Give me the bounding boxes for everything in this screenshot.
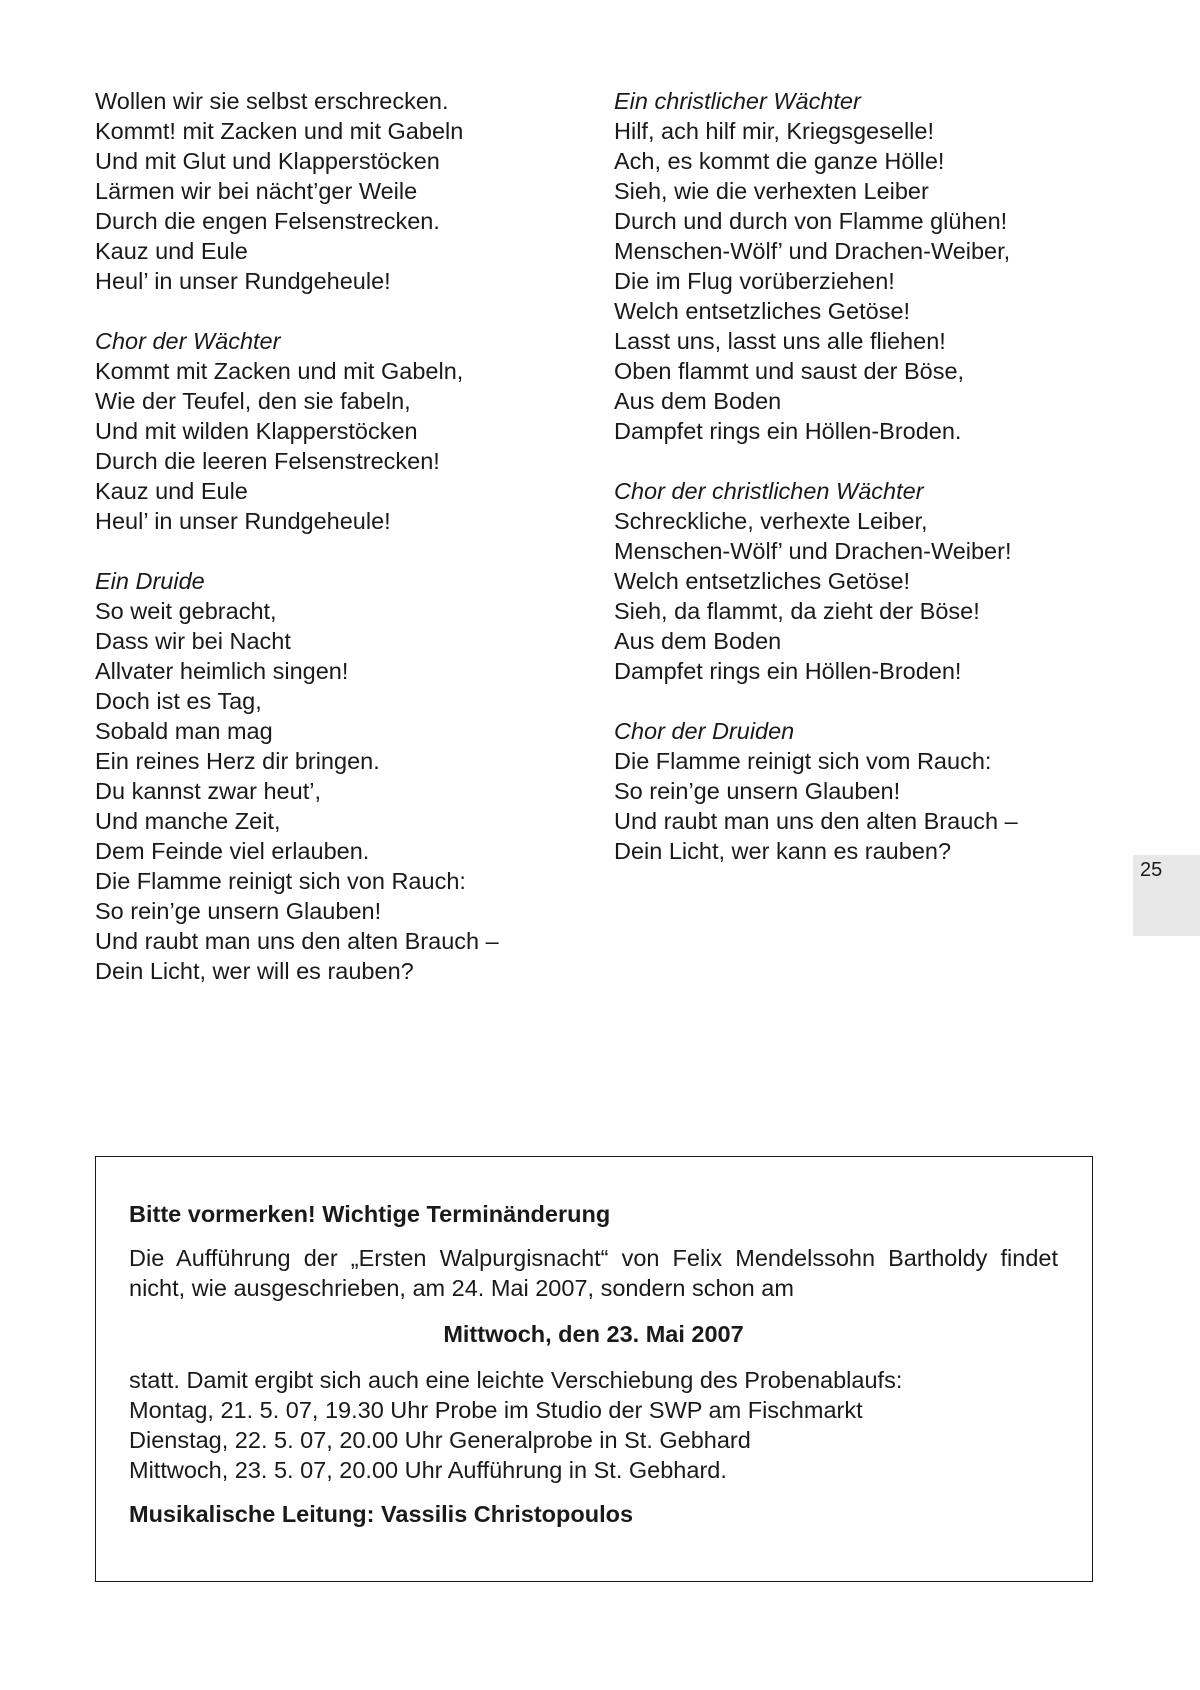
stanza-ein-druide [95,566,555,986]
verse-line: Lasst uns, lasst uns alle fliehen! [614,328,946,354]
speaker-label: Ein christlicher Wächter [614,88,861,114]
verse-line: Du kannst zwar heut’, [95,778,321,804]
verse-line: Wollen wir sie selbst erschrecken. [95,88,449,114]
verse-line: Ein reines Herz dir bringen. [95,748,380,774]
verse-line: Dass wir bei Nacht [95,628,291,654]
verse-line: Und raubt man uns den alten Brauch – [614,808,1018,834]
stanza-chor-der-waechter [95,326,555,536]
verse-line: Und mit Glut und Klapperstöcken [95,148,440,174]
notice-schedule [129,1365,1058,1485]
page-number: 25 [1140,859,1163,881]
speaker-label: Chor der Druiden [614,718,795,744]
verse-line: Kommt mit Zacken und mit Gabeln, [95,358,464,384]
verse-line: Ach, es kommt die ganze Hölle! [614,148,945,174]
notice-box [95,1156,1093,1582]
verse-line: Doch ist es Tag, [95,688,262,714]
verse-line: Wie der Teufel, den sie fabeln, [95,388,411,414]
verse-line: Die Flamme reinigt sich von Rauch: [95,868,466,894]
schedule-line: Mittwoch, 23. 5. 07, 20.00 Uhr Aufführung in St. Gebhard. [129,1457,727,1483]
verse-line: Kauz und Eule [95,478,248,504]
verse-line: Dampfet rings ein Höllen-Broden. [614,418,962,444]
verse-line: Und mit wilden Klapperstöcken [95,418,418,444]
right-column [614,86,1114,896]
notice-heading: Bitte vormerken! Wichtige Terminänderung [129,1201,611,1227]
verse-line: So weit gebracht, [95,598,277,624]
notice-footer: Musikalische Leitung: Vassilis Christopoulos [129,1501,634,1527]
verse-line: Sobald man mag [95,718,273,744]
verse-line: Lärmen wir bei nächt’ger Weile [95,178,418,204]
verse-line: So rein’ge unsern Glauben! [95,898,382,924]
verse-line: Schreckliche, verhexte Leiber, [614,508,928,534]
verse-line: Die im Flug vorüberziehen! [614,268,895,294]
notice-date: Mittwoch, den 23. Mai 2007 [443,1321,744,1347]
verse-line: Heul’ in unser Rundgeheule! [95,268,391,294]
verse-line: Dein Licht, wer will es rauben? [95,958,414,984]
verse-line: So rein’ge unsern Glauben! [614,778,901,804]
stanza-chor-der-christlichen-waechter [614,476,1114,686]
verse-line: Allvater heimlich singen! [95,658,349,684]
stanza-christlicher-waechter [614,86,1114,446]
verse-line: Welch entsetzliches Getöse! [614,298,911,324]
verse-line: Kauz und Eule [95,238,248,264]
verse-line: Und raubt man uns den alten Brauch – [95,928,499,954]
verse-line: Aus dem Boden [614,388,782,414]
verse-line: Sieh, wie die verhexten Leiber [614,178,929,204]
schedule-line: statt. Damit ergibt sich auch eine leichte Verschiebung des Probenablaufs: [129,1367,903,1393]
notice-paragraph: Die Aufführung der „Ersten Walpurgisnacht“ von Felix Mendelssohn Bartholdy findet nicht, wie ausgeschrieben, am 24. Mai 2007, sondern schon am [129,1245,1058,1301]
schedule-line: Montag, 21. 5. 07, 19.30 Uhr Probe im Studio der SWP am Fischmarkt [129,1397,863,1423]
verse-line: Hilf, ach hilf mir, Kriegsgeselle! [614,118,934,144]
verse-line: Aus dem Boden [614,628,782,654]
stanza-opening [95,86,555,296]
verse-line: Menschen-Wölf’ und Drachen-Weiber! [614,538,1012,564]
verse-line: Durch die engen Felsenstrecken. [95,208,440,234]
verse-line: Sieh, da flammt, da zieht der Böse! [614,598,980,624]
left-column [95,86,555,1016]
verse-line: Die Flamme reinigt sich vom Rauch: [614,748,992,774]
verse-line: Und manche Zeit, [95,808,281,834]
verse-line: Kommt! mit Zacken und mit Gabeln [95,118,464,144]
verse-line: Heul’ in unser Rundgeheule! [95,508,391,534]
verse-line: Dein Licht, wer kann es rauben? [614,838,952,864]
verse-line: Menschen-Wölf’ und Drachen-Weiber, [614,238,1011,264]
speaker-label: Chor der christlichen Wächter [614,478,924,504]
verse-line: Oben flammt und saust der Böse, [614,358,965,384]
speaker-label: Chor der Wächter [95,328,281,354]
verse-line: Welch entsetzliches Getöse! [614,568,911,594]
stanza-chor-der-druiden [614,716,1114,866]
verse-line: Dampfet rings ein Höllen-Broden! [614,658,962,684]
verse-line: Durch und durch von Flamme glühen! [614,208,1008,234]
verse-line: Dem Feinde viel erlauben. [95,838,370,864]
schedule-line: Dienstag, 22. 5. 07, 20.00 Uhr Generalprobe in St. Gebhard [129,1427,751,1453]
speaker-label: Ein Druide [95,568,205,594]
verse-line: Durch die leeren Felsenstrecken! [95,448,440,474]
